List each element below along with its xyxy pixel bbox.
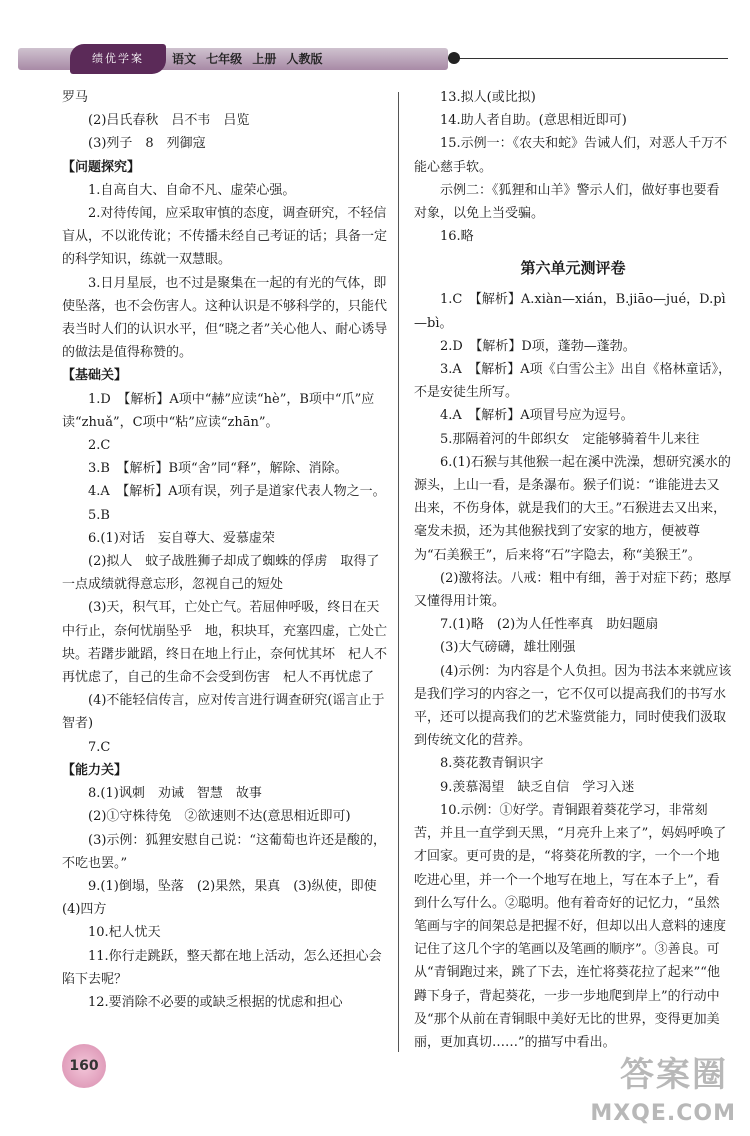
answer-line: 9.羡慕渴望 缺乏自信 学习入迷 [440,779,635,795]
answer-line: 3.日月星辰，也不过是聚集在一起的有光的气体，即使坠落，也不会伤害人。这种认识是不够科学的，只能代表当时人们的认识水平，但“晓之者”关心他人、耐心诱导的做法是值得称赞的。 [62,275,388,361]
answer-line: 16.略 [440,229,474,245]
answer-line: 示例二：《狐狸和山羊》警示人们，做好事也要看对象，以免上当受骗。 [414,182,720,222]
answer-line: 14.助人者自助。(意思相近即可) [440,113,627,129]
answer-line: 罗马 [62,90,89,105]
answer-line: 5.B [88,507,110,523]
column-divider [398,92,399,1052]
answer-line: 2.D 【解析】D项，蓬勃—蓬勃。 [440,338,636,354]
page-number: 160 [62,1044,106,1088]
answer-line: 4.A 【解析】A项冒号应为逗号。 [440,408,634,424]
answer-line: (2)吕氏春秋 吕不韦 吕览 [88,113,250,129]
answer-line: 10.杞人忧天 [88,925,161,941]
series-logo: 绩优学案 [70,44,166,74]
page-header [0,40,750,76]
right-bottom-answers [414,288,732,1054]
answer-line: 8.葵花教青铜识字 [440,756,544,772]
answer-line: 11.你行走跳跃，整天都在地上活动，怎么还担心会陷下去呢？ [62,948,382,987]
header-dot [448,52,460,64]
answer-line: 15.示例一：《农夫和蛇》告诫人们，对恶人千万不能心慈手软。 [414,136,728,175]
answer-line: 7.C [88,739,111,755]
answer-line: 1.D 【解析】A项中“赫”应读“hè”，B项中“爪”应读“zhuǎ”，C项中“粘”应读“zhān”。 [62,391,375,430]
header-subtitle: 语文 七年级 上册 人教版 [172,52,323,66]
answer-line: 9.(1)倒塌，坠落 (2)果然，果真 (3)纵使，即使 (4)四方 [62,878,390,918]
answer-line: (2)拟人 蚊子战胜狮子却成了蜘蛛的俘虏 取得了一点成绩就得意忘形，忽视自己的短处 [62,554,380,593]
section-label: 【能力关】 [62,762,128,778]
answer-line: 10.示例：①好学。青铜跟着葵花学习，非常刻苦，并且一直学到天黑，“月亮升上来了”，妈妈呼唤了才回家。更可贵的是，“将葵花所教的字，一个一个地吃进心里，并一个一个地写在地上，写在本子上”，看到什么写什么。②聪明。他有着奇好的记忆力，“虽然笔画与字的间架总是把握不好，但却以出人意料的速度记住了这几个字的笔画以及笔画的顺序”。③善良。可从“青铜跑过来，跳了下去，连忙将葵花拉了起来”“他蹲下身子，背起葵花，一步一步地爬到岸上”的行动中及“那个从前在青铜眼中美好无比的世界，变得更加美丽，更加真切……”的描写中看出。 [414,802,727,1050]
header-rule [448,58,728,59]
answer-line: 12.要消除不必要的或缺乏根据的忧虑和担心 [88,994,343,1010]
section-label: 【问题探究】 [62,159,141,175]
right-top-answers [414,86,732,248]
answer-line: (3)大气磅礴，雄壮刚强 [440,640,576,656]
answer-line: 2.对待传闻，应采取审慎的态度，调查研究，不轻信盲从，不以讹传讹；不传播未经自己考证的话；具备一定的科学知识，练就一双慧眼。 [62,206,388,268]
answer-line: 13.拟人(或比拟) [440,90,536,105]
section-label: 【基础关】 [62,368,128,384]
answer-line: 3.B 【解析】B项“舍”同“释”，解除、消除。 [88,461,348,477]
section-title: 第六单元测评卷 [520,259,626,278]
left-column [62,86,392,1014]
watermark-url: MXQE.COM [590,1101,736,1126]
answer-line: 8.(1)讽刺 劝诫 智慧 故事 [88,786,262,802]
answer-line: 2.C [88,438,111,454]
answer-line: 6.(1)石猴与其他猴一起在溪中洗澡，想研究溪水的源头，上山一看，是条瀑布。猴子们说：“谁能进去又出来，不伤身体，就是我们的大王。”石猴进去又出来，毫发未损，还为其他猴找到了安家的地方，便被尊为“石美猴王”，后来将“石”字隐去，称“美猴王”。 [414,454,731,563]
watermark-logo: 答案圈 [620,1055,728,1095]
answer-line: 5.那隔着河的牛郎织女 定能够骑着牛儿来往 [440,431,700,447]
answer-line: (4)示例：为内容是个人负担。因为书法本来就应该是我们学习的内容之一，它不仅可以提高我们的书写水平，还可以提高我们的艺术鉴赏能力，同时使我们汲取到传统文化的营养。 [414,663,732,749]
answer-line: (3)天，积气耳，亡处亡气。若屈伸呼吸，终日在天中行止，奈何忧崩坠乎 地，积块耳，充塞四虚，亡处亡块。若躇步跐蹈，终日在地上行止，奈何忧其坏 杞人不再忧虑了，自己的生命不会受到伤害 杞人不再忧虑了 [62,600,388,686]
answer-line: 1.C 【解析】A.xiàn—xián，B.jiāo—jué，D.pì—bì。 [414,292,726,331]
answer-line: (2)①守株待兔 ②欲速则不达(意思相近即可) [88,809,351,825]
answer-line: 7.(1)略 (2)为人任性率真 助妇题扇 [440,617,659,633]
answer-line: (3)列子 8 列御寇 [88,136,206,152]
answer-line: 4.A 【解析】A项有误，列子是道家代表人物之一。 [88,484,386,500]
answer-line: 1.自高自大、自命不凡、虚荣心强。 [88,182,296,198]
answer-line: (4)不能轻信传言，应对传言进行调查研究(谣言止于智者) [62,693,385,732]
answer-line: 6.(1)对话 妄自尊大、爱慕虚荣 [88,530,275,546]
answer-line: 3.A 【解析】A项《白雪公主》出自《格林童话》，不是安徒生所写。 [414,362,732,401]
answer-line: (2)激将法。八戒：粗中有细，善于对症下药；憨厚又懂得用计策。 [414,570,732,610]
answer-line: (3)示例：狐狸安慰自己说：“这葡萄也许还是酸的，不吃也罢。” [62,832,387,871]
right-column [414,86,732,1054]
